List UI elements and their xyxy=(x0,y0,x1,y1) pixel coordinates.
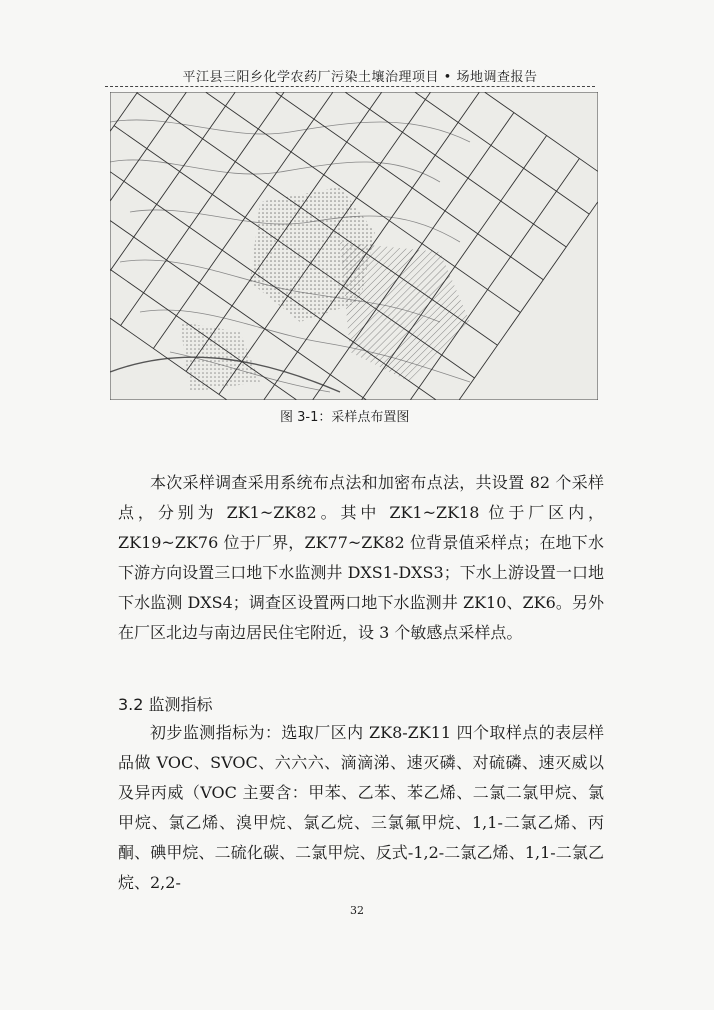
sampling-layout-map xyxy=(110,92,598,400)
header-rule xyxy=(105,86,595,87)
section-heading: 3.2 监测指标 xyxy=(118,695,213,714)
body-paragraph-1: 本次采样调查采用系统布点法和加密布点法，共设置 82 个采样点，分别为 ZK1~ZK82。其中 ZK1~ZK18 位于厂区内，ZK19~ZK76 位于厂界，ZK77~ZK82 位背景值采样点；在地下水下游方向设置三口地下水监测井 DXS1-DXS3；下水上游设置一口地下水监测 DXS4；调查区设置两口地下水监测井 ZK10、ZK6。另外在厂区北边与南边居民住宅附近，设 3 个敏感点采样点。 xyxy=(118,473,604,642)
running-header: 平江县三阳乡化学农药厂污染土壤治理项目 • 场地调查报告 xyxy=(182,70,538,85)
figure-caption: 图 3-1：采样点布置图 xyxy=(280,410,410,425)
page-number: 32 xyxy=(350,904,364,917)
map-graphic xyxy=(110,92,598,400)
body-paragraph-2: 初步监测指标为：选取厂区内 ZK8-ZK11 四个取样点的表层样品做 VOC、SVOC、六六六、滴滴涕、速灭磷、对硫磷、速灭威以及异丙威（VOC 主要含：甲苯、乙苯、苯乙烯、二氯二氯甲烷、氯甲烷、氯乙烯、溴甲烷、氯乙烷、三氯氟甲烷、1,1-二氯乙烯、丙酮、碘甲烷、二硫化碳、二氯甲烷、反式-1,2-二氯乙烯、1,1-二氯乙烷、2,2- xyxy=(118,723,604,892)
